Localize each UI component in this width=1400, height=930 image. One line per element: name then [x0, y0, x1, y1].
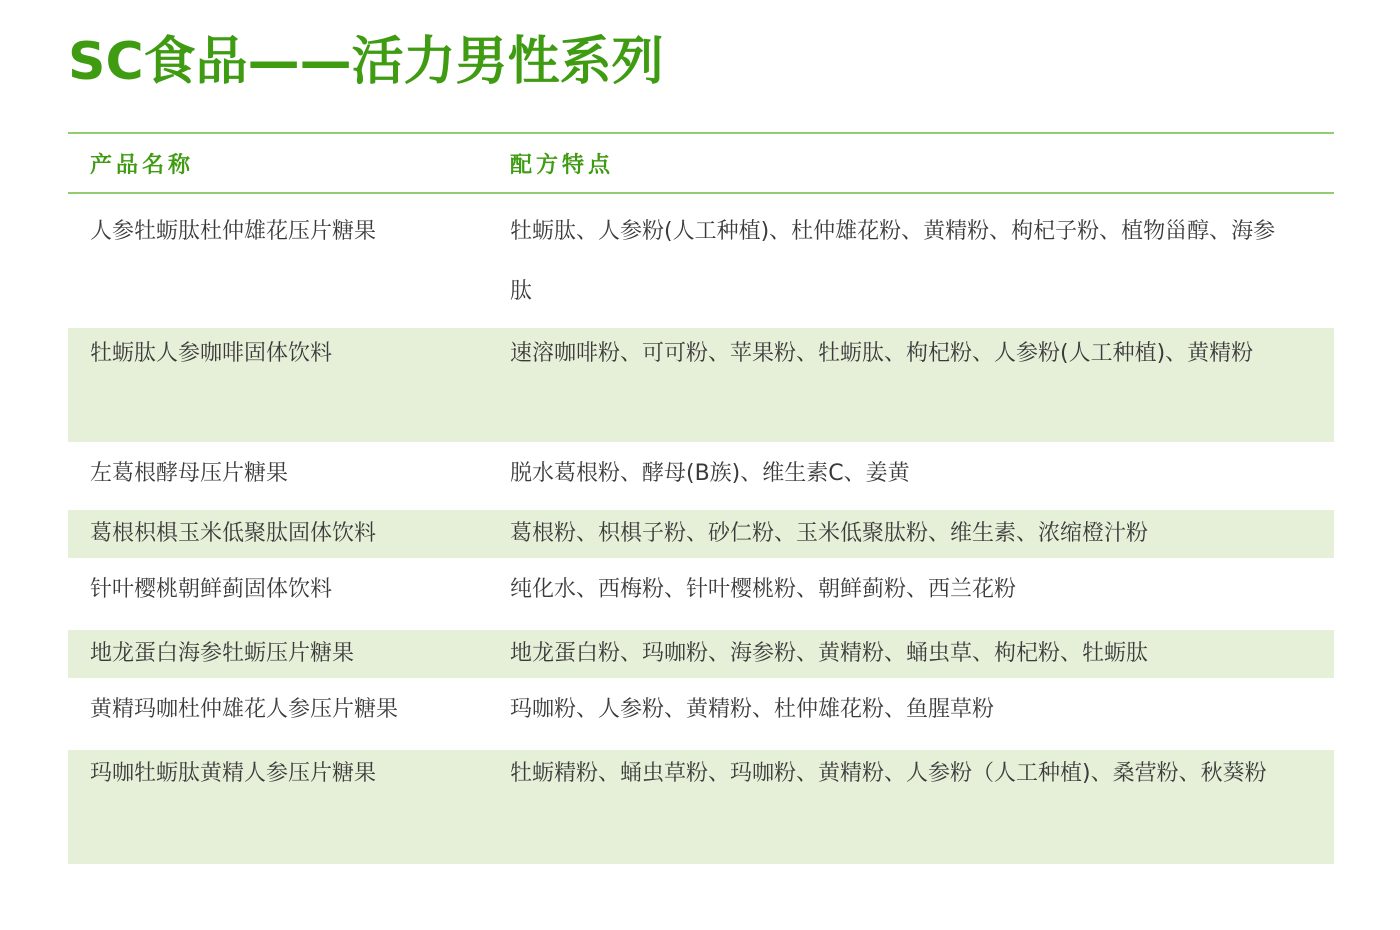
header-formula: 配方特点 — [510, 152, 615, 178]
product-name-cell: 牡蛎肽人参咖啡固体饮料 — [90, 341, 333, 366]
table-row — [68, 750, 1334, 864]
table-body — [68, 194, 1334, 864]
product-table — [68, 132, 1334, 864]
formula-cell: 葛根粉、枳椇子粉、砂仁粉、玉米低聚肽粉、维生素、浓缩橙汁粉 — [510, 521, 1149, 546]
formula-cell: 玛咖粉、人参粉、黄精粉、杜仲雄花粉、鱼腥草粉 — [510, 697, 995, 722]
formula-cell: 牡蛎肽、人参粉(人工种植)、杜仲雄花粉、黄精粉、枸杞子粉、植物甾醇、海参肽 — [510, 219, 1276, 304]
page-title: SC食品——活力男性系列 — [68, 32, 664, 92]
product-name-cell: 针叶樱桃朝鲜蓟固体饮料 — [90, 577, 333, 602]
product-name-cell: 左葛根酵母压片糖果 — [90, 461, 289, 486]
table-header-row — [68, 132, 1334, 194]
formula-cell: 纯化水、西梅粉、针叶樱桃粉、朝鲜蓟粉、西兰花粉 — [510, 577, 1017, 602]
product-name-cell: 黄精玛咖杜仲雄花人参压片糖果 — [90, 697, 399, 722]
table-row — [68, 510, 1334, 558]
table-row — [68, 678, 1334, 750]
table-row — [68, 328, 1334, 442]
table-row — [68, 558, 1334, 630]
table-row — [68, 630, 1334, 678]
product-name-cell: 玛咖牡蛎肽黄精人参压片糖果 — [90, 761, 377, 786]
table-row — [68, 194, 1334, 328]
formula-cell: 脱水葛根粉、酵母(B族)、维生素C、姜黄 — [510, 461, 910, 486]
table-row — [68, 442, 1334, 510]
formula-cell: 地龙蛋白粉、玛咖粉、海参粉、黄精粉、蛹虫草、枸杞粉、牡蛎肽 — [510, 641, 1149, 666]
product-name-cell: 地龙蛋白海参牡蛎压片糖果 — [90, 641, 355, 666]
product-name-cell: 人参牡蛎肽杜仲雄花压片糖果 — [90, 219, 377, 244]
header-product-name: 产品名称 — [90, 152, 195, 178]
formula-cell: 速溶咖啡粉、可可粉、苹果粉、牡蛎肽、枸杞粉、人参粉(人工种植)、黄精粉 — [510, 341, 1254, 366]
formula-cell: 牡蛎精粉、蛹虫草粉、玛咖粉、黄精粉、人参粉（人工种植)、桑营粉、秋葵粉 — [510, 761, 1267, 786]
product-name-cell: 葛根枳椇玉米低聚肽固体饮料 — [90, 521, 377, 546]
